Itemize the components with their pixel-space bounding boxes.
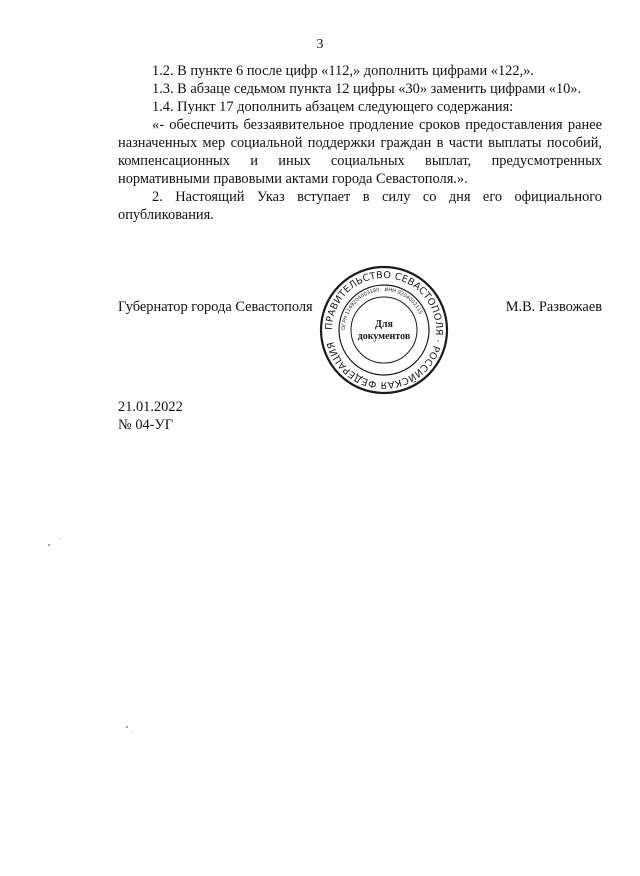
scan-speck bbox=[126, 726, 128, 728]
scan-speck bbox=[48, 544, 50, 546]
paragraph-1-4: 1.4. Пункт 17 дополнить абзацем следующего содержания: bbox=[152, 99, 514, 115]
document-body bbox=[118, 62, 602, 224]
document-number: № 04-УГ bbox=[118, 417, 174, 433]
seal-outer-text: ПРАВИТЕЛЬСТВО СЕВАСТОПОЛЯ · РОССИЙСКАЯ ФЕДЕРАЦИЯ bbox=[323, 269, 445, 391]
page-number: 3 bbox=[316, 37, 324, 52]
paragraph-1-3: 1.3. В абзаце седьмом пункта 12 цифры «30» заменить цифрами «10». bbox=[152, 81, 582, 97]
paragraph-2: 2. Настоящий Указ вступает в силу со дня его официального опубликования. bbox=[118, 189, 602, 223]
seal-center-line-2: документов bbox=[357, 331, 411, 342]
seal-inner-text: ОГРН 1149204003180 · ИНН 9204002115 bbox=[340, 286, 424, 331]
signatory-name: М.В. Развожаев bbox=[505, 299, 602, 315]
official-seal bbox=[318, 264, 450, 396]
scan-speck bbox=[132, 732, 133, 733]
scan-speck bbox=[60, 538, 61, 539]
signatory-position: Губернатор города Севастополя bbox=[118, 299, 313, 315]
paragraph-1-2: 1.2. В пункте 6 после цифр «112,» дополнить цифрами «122,». bbox=[152, 63, 534, 79]
document-date-number bbox=[118, 398, 183, 434]
seal-middle-ring bbox=[339, 285, 429, 375]
seal-graphic bbox=[318, 264, 450, 396]
seal-inner-ring bbox=[351, 297, 417, 363]
quoted-paragraph: «- обеспечить беззаявительное продление сроков предоставления ранее назначенных мер социальной поддержки граждан в части выплаты пособий, компенсационных и иных социальных выплат, предусмотренных нормативными правовыми актами города Севастополя.». bbox=[118, 117, 602, 187]
document-date: 21.01.2022 bbox=[118, 399, 183, 415]
seal-outer-ring bbox=[321, 267, 447, 393]
seal-center-line-1: Для bbox=[375, 319, 393, 330]
